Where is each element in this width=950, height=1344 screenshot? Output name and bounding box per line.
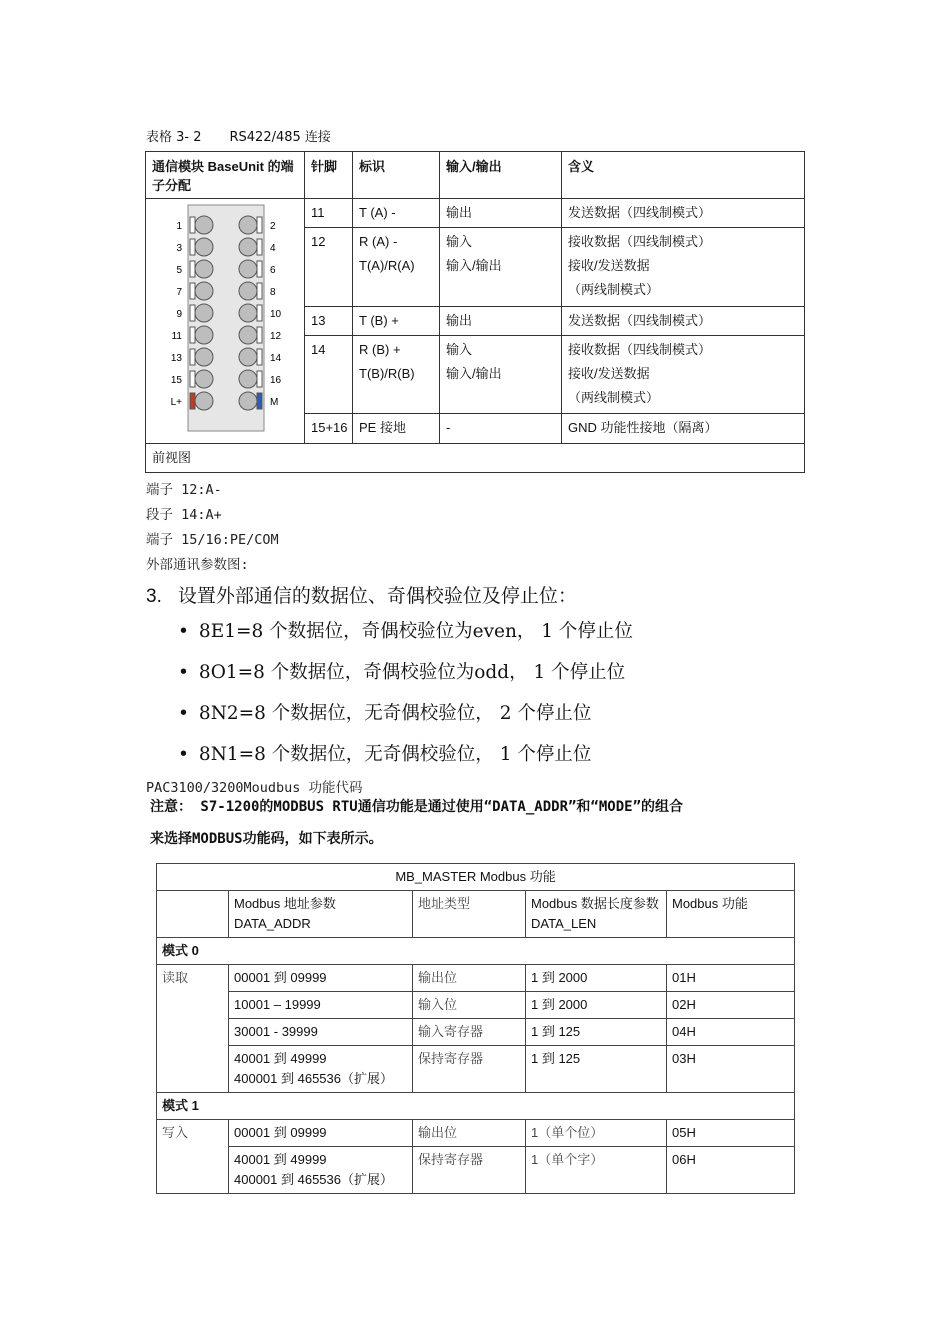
text-line: 端子 15/16:PE/COM — [146, 532, 279, 548]
meaning-cell: 发送数据（四线制模式） — [562, 199, 805, 228]
terminal-label-right: 4 — [270, 243, 276, 254]
id-cell: T (A) - — [353, 199, 440, 228]
meaning-cell: 接收数据（四线制模式） 接收/发送数据 （两线制模式） — [562, 228, 805, 306]
list-item: • 8E1=8 个数据位，奇偶校验位为even， 1 个停止位 — [178, 621, 633, 642]
table-caption — [146, 126, 331, 145]
front-view-label: 前视图 — [146, 444, 805, 473]
table-row: 读取 00001 到 09999 输出位 1 到 2000 01H — [157, 965, 795, 992]
terminal-screw-icon — [195, 238, 213, 256]
table-footer-row — [146, 444, 805, 473]
table-row: 40001 到 49999 400001 到 465536（扩展） 保持寄存器 1（单个字） 06H — [157, 1147, 795, 1194]
caption-title: RS422/485 连接 — [229, 130, 331, 145]
caption-number: 表格 3- 2 — [146, 130, 202, 145]
terminal-label-left: 1 — [176, 221, 182, 232]
terminal-diagram-cell — [146, 199, 305, 444]
header-id: 标识 — [353, 152, 440, 199]
heading-text: 设置外部通信的数据位、奇偶校验位及停止位： — [177, 585, 577, 607]
id-cell: R (A) - T(A)/R(A) — [353, 228, 440, 306]
terminal-screw-icon — [239, 260, 257, 278]
meaning-cell: GND 功能性接地（隔离） — [562, 414, 805, 444]
terminal-label-left: 7 — [176, 287, 182, 298]
table-header-row — [146, 152, 805, 199]
header-meaning: 含义 — [562, 152, 805, 199]
terminal-block-diagram — [146, 199, 304, 435]
terminal-screw-icon — [239, 238, 257, 256]
table-header-row — [157, 891, 795, 938]
terminal-screw-icon — [195, 260, 213, 278]
rs485-pin-table — [145, 151, 805, 473]
mode-1-label: 模式 1 — [157, 1093, 795, 1120]
terminal-label-right: 10 — [270, 309, 282, 320]
terminal-screw-icon — [239, 348, 257, 366]
terminal-screw-icon — [195, 282, 213, 300]
pin-cell: 12 — [305, 228, 353, 306]
modbus-function-table — [156, 863, 795, 1194]
terminal-label-left: 3 — [176, 243, 182, 254]
terminal-label-left: 5 — [176, 265, 182, 276]
table-row: 10001 – 19999 输入位 1 到 2000 02H — [157, 992, 795, 1019]
terminal-label-right: 14 — [270, 353, 282, 364]
header-io: 输入/输出 — [440, 152, 562, 199]
terminal-label-left: 9 — [176, 309, 182, 320]
text-line: 段子 14:A+ — [146, 507, 222, 523]
io-cell: 输入 输入/输出 — [440, 228, 562, 306]
terminal-screw-icon — [195, 392, 213, 410]
terminal-label-left: 13 — [170, 353, 182, 364]
header-terminal: 通信模块 BaseUnit 的端子分配 — [146, 152, 305, 199]
id-cell: PE 接地 — [353, 414, 440, 444]
terminal-screw-icon — [195, 304, 213, 322]
table-row — [146, 199, 805, 228]
terminal-screw-icon — [239, 370, 257, 388]
parity-list — [178, 618, 633, 782]
io-cell: 输出 — [440, 199, 562, 228]
io-cell: 输出 — [440, 306, 562, 335]
heading-number: 3. — [146, 586, 162, 607]
section-heading — [146, 581, 577, 608]
header-cell — [157, 891, 229, 938]
terminal-screw-icon — [195, 348, 213, 366]
pac-line: PAC3100/3200Moudbus 功能代码 — [146, 780, 363, 796]
header-cell: 地址类型 — [413, 891, 526, 938]
id-cell: R (B) + T(B)/R(B) — [353, 336, 440, 414]
write-label: 写入 — [157, 1120, 229, 1194]
terminal-label-right: 2 — [270, 221, 276, 232]
table-title: MB_MASTER Modbus 功能 — [157, 864, 795, 891]
terminal-screw-icon — [239, 392, 257, 410]
terminal-screw-icon — [239, 304, 257, 322]
id-cell: T (B) + — [353, 306, 440, 335]
pin-cell: 14 — [305, 336, 353, 414]
table-row: 30001 - 39999 输入寄存器 1 到 125 04H — [157, 1019, 795, 1046]
terminal-screw-icon — [195, 216, 213, 234]
table-row: 40001 到 49999 400001 到 465536（扩展） 保持寄存器 1 到 125 03H — [157, 1046, 795, 1093]
table-row: 写入 00001 到 09999 输出位 1（单个位） 05H — [157, 1120, 795, 1147]
terminal-label-right: 8 — [270, 287, 276, 298]
terminal-label-left: 15 — [170, 375, 182, 386]
terminal-label-right: 6 — [270, 265, 276, 276]
header-cell: Modbus 地址参数 DATA_ADDR — [229, 891, 413, 938]
pin-cell: 11 — [305, 199, 353, 228]
read-label: 读取 — [157, 965, 229, 1093]
meaning-cell: 发送数据（四线制模式） — [562, 306, 805, 335]
header-pin: 针脚 — [305, 152, 353, 199]
list-item: • 8O1=8 个数据位，奇偶校验位为odd， 1 个停止位 — [178, 662, 626, 683]
header-cell: Modbus 功能 — [667, 891, 795, 938]
header-cell: Modbus 数据长度参数 DATA_LEN — [526, 891, 667, 938]
list-item: • 8N1=8 个数据位，无奇偶校验位， 1 个停止位 — [178, 744, 592, 765]
terminal-screw-icon — [195, 326, 213, 344]
list-item: • 8N2=8 个数据位，无奇偶校验位， 2 个停止位 — [178, 703, 592, 724]
terminal-screw-icon — [239, 326, 257, 344]
pin-cell: 13 — [305, 306, 353, 335]
note-line-2: 来选择MODBUS功能码，如下表所示。 — [150, 831, 383, 847]
terminal-label-left: L+ — [170, 397, 182, 408]
terminal-screw-icon — [239, 282, 257, 300]
terminal-label-left: 11 — [171, 331, 182, 342]
text-line: 端子 12:A- — [146, 482, 222, 498]
terminal-label-right: 12 — [270, 331, 282, 342]
io-cell: - — [440, 414, 562, 444]
meaning-cell: 接收数据（四线制模式） 接收/发送数据 （两线制模式） — [562, 336, 805, 414]
terminal-label-right: 16 — [270, 375, 282, 386]
terminal-screw-icon — [195, 370, 213, 388]
terminal-screw-icon — [239, 216, 257, 234]
note-line-1: 注意： S7-1200的MODBUS RTU通信功能是通过使用“DATA_ADDR”和“MODE”的组合 — [150, 799, 684, 815]
mode-0-label: 模式 0 — [157, 938, 795, 965]
pin-cell: 15+16 — [305, 414, 353, 444]
io-cell: 输入 输入/输出 — [440, 336, 562, 414]
text-line: 外部通讯参数图: — [146, 557, 249, 573]
terminal-label-right: M — [270, 397, 279, 408]
